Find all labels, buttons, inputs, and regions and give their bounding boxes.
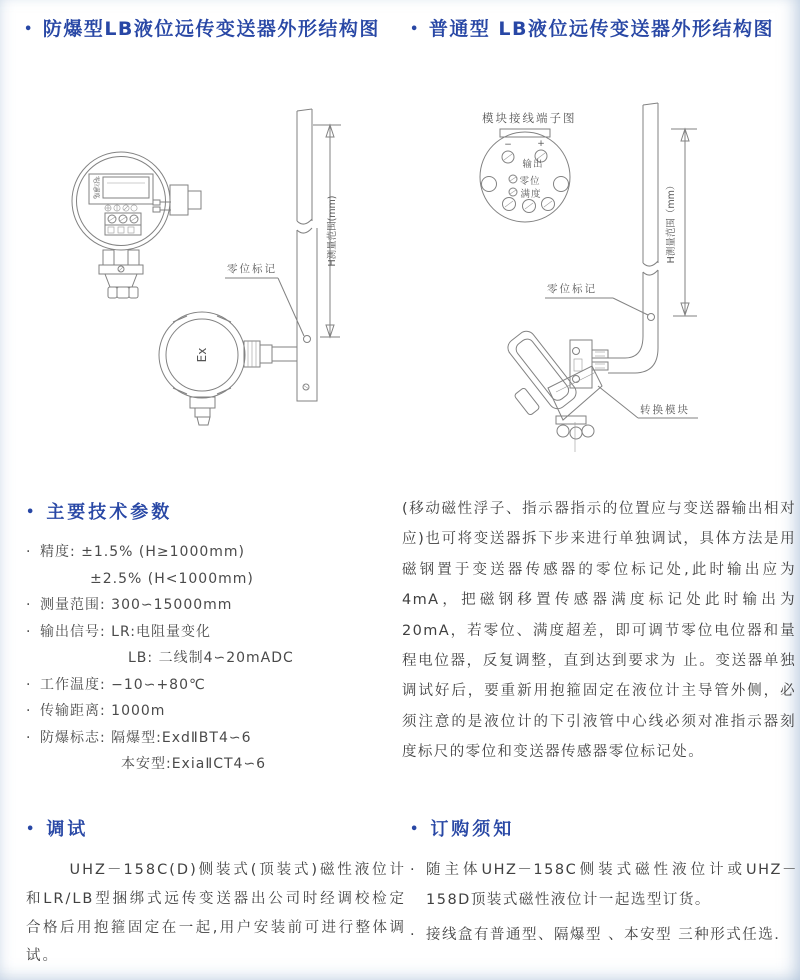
debug-heading-text: 调试 <box>46 819 89 840</box>
spec-list <box>26 539 401 778</box>
zero-mark-callout <box>545 282 648 315</box>
section-commissioning <box>26 815 406 971</box>
order-item-list <box>410 855 798 950</box>
spec-line <box>26 566 401 593</box>
spec-text: 传输距离: 1000m <box>40 703 166 719</box>
order-item <box>410 920 798 950</box>
module-callout <box>598 386 698 418</box>
indicator-head <box>72 152 201 298</box>
title-ordinary-type <box>410 14 774 41</box>
zero-terminal-label: 零位 <box>519 176 541 187</box>
spec-line <box>26 751 401 778</box>
title-left-text: 防爆型LB液位远传变送器外形结构图 <box>42 18 380 40</box>
plus-sign: + <box>537 139 545 149</box>
title-explosion-proof <box>24 14 380 41</box>
dot-icon: · <box>26 703 32 719</box>
bullet-icon: • <box>26 822 38 837</box>
spec-text: 精度: ±1.5% (H≥1000mm) <box>40 544 246 560</box>
diagram-ordinary <box>420 70 795 495</box>
diagram-explosion-proof <box>15 70 375 495</box>
spec-text: 防爆标志: 隔爆型:ExdⅡBT4∽6 <box>40 729 252 746</box>
order-heading-text: 订购须知 <box>430 819 515 840</box>
section-heading <box>410 815 798 841</box>
terminal-diagram-title: 模块接线端子图 <box>482 111 577 125</box>
spec-line <box>26 672 401 699</box>
bullet-icon: • <box>26 505 38 520</box>
spec-text: 输出信号: LR:电阻量变化 <box>40 623 211 640</box>
output-terminal-label: 输出 <box>522 159 544 170</box>
dot-icon: · <box>26 729 32 746</box>
calibration-note: (移动磁性浮子、指示器指示的位置应与变送器输出相对应)也可将变送器拆下步来进行单独调试，具体方法是用磁钢置于变送器传感器的零位标记处,此时输出应为4mA，把磁钢移置传感器满度标记处此时输出为20mA，若零位、满度超差，即可调节零位电位器和量程电位器，反复调整，直到达到要求为 止。变送器单独调试好后，要重新用抱箍固定在液位计主导管外侧，必须注意的是液位计的下引液管中心线必须对准指示器刻度标尺的零位和变送器传感器零位标记处。 <box>402 501 796 761</box>
terminal-symbols <box>105 205 137 211</box>
spec-text: 工作温度: −10∽+80℃ <box>40 676 206 693</box>
title-right-text: 普通型 LB液位远传变送器外形结构图 <box>428 18 775 40</box>
dimension-line <box>665 129 697 316</box>
dot-icon: · <box>26 623 32 640</box>
spec-line <box>26 645 401 672</box>
specs-heading-text: 主要技术参数 <box>46 502 173 523</box>
bullet-icon: • <box>410 822 422 837</box>
section-technical-parameters <box>26 498 401 778</box>
conversion-module-label: 转换模块 <box>640 404 690 416</box>
dot-icon: · <box>26 676 32 693</box>
order-item-text: 随主体UHZ－158C侧装式磁性液位计或UHZ－158D顶装式磁性液位计一起选型订货。 <box>426 862 798 908</box>
ex-label: Ex <box>195 347 209 363</box>
bullet-icon: • <box>24 22 34 37</box>
spec-text: 测量范围: 300∽15000mm <box>40 597 233 613</box>
spec-line <box>26 619 401 646</box>
spec-line <box>26 592 401 619</box>
measure-range-label: H测量范围(mm) <box>327 195 338 267</box>
panel-markings: 零位满度 <box>93 176 99 199</box>
guide-pipe <box>608 103 658 373</box>
commissioning-text: UHZ－158C(D)侧装式(顶装式)磁性液位计和LR/LB型捆绑式远传变送器出公司时经调校检定合格后用抱箍固定在一起,用户安装前可进行整体调试。 <box>26 862 406 965</box>
transmitter-assembly <box>504 328 608 452</box>
dot-icon: · <box>410 927 417 943</box>
measure-range-label: H测量范围（mm） <box>666 180 677 264</box>
zero-mark-label: 零位标记 <box>547 283 597 295</box>
order-item-text: 接线盒有普通型、隔爆型 、本安型 三种形式任选. <box>426 927 781 943</box>
spec-line <box>26 539 401 566</box>
full-terminal-label: 满度 <box>520 189 542 200</box>
section-ordering-notes <box>410 815 798 955</box>
dot-icon: · <box>26 544 32 560</box>
dot-icon: · <box>26 597 32 613</box>
section-heading <box>26 815 406 841</box>
spec-text: 本安型:ExiaⅡCT4∽6 <box>121 756 267 772</box>
order-item <box>410 855 798 915</box>
zero-mark-callout <box>225 262 304 336</box>
guide-pipe <box>297 109 317 401</box>
ex-housing <box>159 312 297 425</box>
spec-line <box>26 725 401 752</box>
spec-text: LB: 二线制4∽20mADC <box>128 650 294 666</box>
spec-line <box>26 698 401 725</box>
dot-icon: · <box>410 862 417 878</box>
minus-sign: − <box>504 140 512 150</box>
section-heading <box>26 498 401 524</box>
spec-text: ±2.5% (H<1000mm) <box>90 570 254 587</box>
bullet-icon: • <box>410 22 420 37</box>
zero-mark-label: 零位标记 <box>227 263 277 275</box>
terminal-module <box>480 129 570 222</box>
